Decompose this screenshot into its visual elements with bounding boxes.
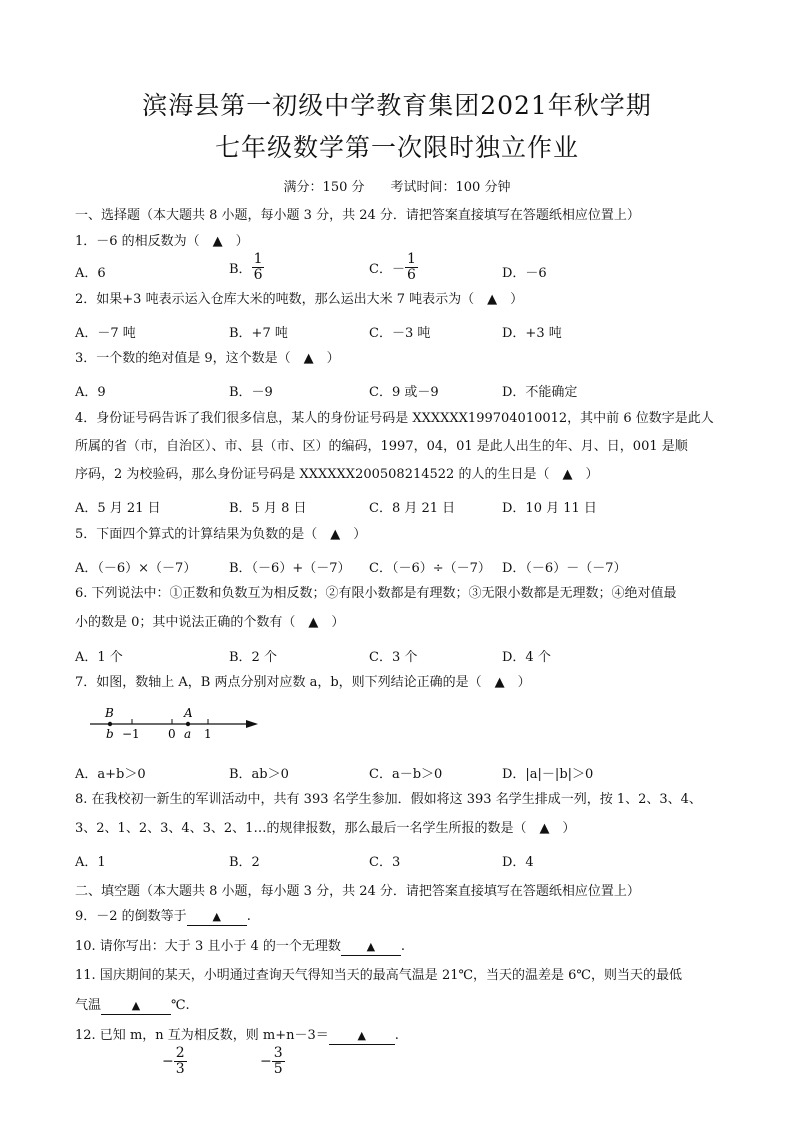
q7-option-b: B．ab＞0: [229, 767, 289, 782]
q1-c-denominator: 6: [406, 267, 416, 283]
document-title: 滨海县第一初级中学教育集团2021年秋学期: [142, 91, 652, 120]
bottom-fraction-1-body: [174, 1046, 187, 1077]
section-heading-choice: 一、选择题（本大题共 8 小题，每小题 3 分，共 24 分．请把答案直接填写在答题纸相应位置上）: [75, 208, 640, 223]
question-8-line-1: 8. 在我校初一新生的军训活动中，共有 393 名学生参加．假如将这 393 名学生排成一列，按 1、2、3、4、: [75, 792, 702, 807]
bottom-fraction-1: [162, 1046, 187, 1077]
q1-option-b-label: B．: [229, 262, 252, 277]
q6-option-b: B．2 个: [229, 650, 277, 665]
q6-option-d: D．4 个: [502, 650, 551, 665]
question-1-stem: 1．－6 的相反数为（ ▲ ）: [75, 234, 249, 249]
bottom-fraction-2: [260, 1046, 285, 1077]
bottom-f1-denominator: 3: [175, 1061, 185, 1077]
question-12: [75, 1028, 399, 1045]
question-6-line-1: 6. 下列说法中：①正数和负数互为相反数；②有限小数都是有理数；③无限小数都是无理数；④绝对值最: [75, 586, 677, 601]
q2-option-c: C．－3 吨: [369, 326, 431, 341]
number-line-arrow: [246, 720, 258, 728]
q11-blank-marker: ▲: [131, 999, 141, 1012]
point-a: [186, 722, 190, 726]
question-11-line-2: [75, 998, 190, 1015]
label-b: b: [106, 727, 114, 741]
q10-answer-blank[interactable]: [341, 939, 401, 956]
question-4-line-3: 序码，2 为校验码，那么身份证号码是 XXXXXX200508214522 的人的生日是（ ▲ ）: [75, 467, 599, 482]
question-8-line-2: 3、2、1、2、3、4、3、2、1…的规律报数，那么最后一名学生所报的数是（ ▲ ）: [75, 821, 576, 836]
q12-end: .: [394, 1028, 399, 1043]
q6-option-a: A．1 个: [75, 650, 123, 665]
q4-option-d: D．10 月 11 日: [502, 501, 597, 516]
document-subtitle: 七年级数学第一次限时独立作业: [214, 133, 579, 162]
question-7-stem: 7．如图，数轴上 A，B 两点分别对应数 a，b，则下列结论正确的是（ ▲ ）: [75, 675, 531, 690]
q7-option-d: D．|a|－|b|＞0: [502, 767, 594, 782]
q11-end: ℃.: [171, 998, 190, 1013]
question-9: [75, 909, 251, 926]
question-4-line-1: 4．身份证号码告诉了我们很多信息，某人的身份证号码是 XXXXXX199704010012，其中前 6 位数字是此人: [75, 411, 714, 426]
question-11-line-1: 11. 国庆期间的某天，小明通过查询天气得知当天的最高气温是 21℃，当天的温差是 6℃，则当天的最低: [75, 968, 682, 983]
question-3-stem: 3．一个数的绝对值是 9，这个数是（ ▲ ）: [75, 351, 340, 366]
q1-option-b-fraction: [252, 252, 265, 283]
q5-option-d: D．（－6）－（－7）: [502, 561, 627, 576]
q12-answer-blank[interactable]: [329, 1028, 395, 1045]
label-minus-one: −1: [122, 727, 140, 741]
q2-option-b: B．+7 吨: [229, 326, 288, 341]
q10-blank-marker: ▲: [366, 940, 376, 953]
q1-b-denominator: 6: [253, 267, 263, 283]
q2-option-d: D．+3 吨: [502, 326, 562, 341]
q8-option-a: A．1: [75, 855, 106, 870]
q8-option-d: D．4: [502, 855, 534, 870]
q11-text: 气温: [75, 998, 102, 1013]
question-5-stem: 5．下面四个算式的计算结果为负数的是（ ▲ ）: [75, 527, 367, 542]
q10-text: 10. 请你写出：大于 3 且小于 4 的一个无理数: [75, 939, 341, 954]
q3-option-c: C．9 或－9: [369, 385, 439, 400]
bottom-f1-numerator: 2: [175, 1045, 185, 1061]
bottom-fraction-2-body: [272, 1046, 285, 1077]
q5-option-b: B．（－6）+（－7）: [229, 561, 351, 576]
label-point-b: B: [105, 706, 114, 720]
q3-option-d: D．不能确定: [502, 385, 578, 400]
q2-option-a: A．－7 吨: [75, 326, 136, 341]
section-heading-fill: 二、填空题（本大题共 8 小题，每小题 3 分，共 24 分．请把答案直接填写在答题纸相应位置上）: [75, 884, 640, 899]
bottom-f2-numerator: 3: [273, 1045, 283, 1061]
q3-option-a: A．9: [75, 385, 106, 400]
q1-c-numerator: 1: [406, 251, 416, 267]
q1-option-a: A．6: [75, 266, 106, 281]
q4-option-a: A．5 月 21 日: [75, 501, 161, 516]
q1-option-c-label: C．－: [369, 262, 405, 277]
label-one: 1: [204, 727, 212, 741]
point-b: [108, 722, 112, 726]
label-a: a: [184, 727, 192, 741]
q1-b-numerator: 1: [253, 251, 263, 267]
question-2-stem: 2．如果+3 吨表示运入仓库大米的吨数，那么运出大米 7 吨表示为（ ▲ ）: [75, 292, 524, 307]
q7-option-a: A．a+b＞0: [75, 767, 146, 782]
q10-end: .: [400, 939, 406, 954]
question-10: [75, 939, 405, 956]
bottom-fraction-2-sign: −: [260, 1053, 272, 1070]
q1-option-c-fraction: [405, 252, 418, 283]
bottom-fraction-1-sign: −: [162, 1053, 174, 1070]
q6-option-c: C．3 个: [369, 650, 418, 665]
q1-option-b: [229, 252, 264, 283]
q5-option-a: A．（－6）×（－7）: [75, 561, 197, 576]
q12-text: 12. 已知 m，n 互为相反数，则 m+n－3＝: [75, 1028, 329, 1043]
q7-option-c: C．a－b＞0: [369, 767, 443, 782]
q9-blank-marker: ▲: [212, 910, 221, 923]
question-6-line-2: 小的数是 0；其中说法正确的个数有（ ▲ ）: [75, 615, 345, 630]
q3-option-b: B．－9: [229, 385, 273, 400]
q9-answer-blank[interactable]: [187, 909, 247, 926]
q8-option-b: B．2: [229, 855, 260, 870]
q1-option-d: D．－6: [502, 266, 547, 281]
q5-option-c: C．（－6）÷（－7）: [369, 561, 491, 576]
q12-blank-marker: ▲: [357, 1029, 367, 1042]
question-4-line-2: 所属的省（市，自治区）、市、县（市、区）的编码，1997，04，01 是此人出生的年、月、日，001 是顺: [75, 439, 688, 454]
q1-option-c: [369, 252, 418, 283]
q9-text: 9．－2 的倒数等于: [75, 909, 187, 924]
number-line-figure: [80, 704, 270, 744]
label-point-a: A: [184, 706, 193, 720]
q9-end: .: [246, 909, 251, 924]
q4-option-c: C．8 月 21 日: [369, 501, 456, 516]
label-zero: 0: [168, 727, 176, 741]
q8-option-c: C．3: [369, 855, 401, 870]
q11-answer-blank[interactable]: [101, 998, 171, 1015]
exam-info: 满分：150 分 考试时间：100 分钟: [283, 180, 511, 195]
q4-option-b: B．5 月 8 日: [229, 501, 307, 516]
bottom-f2-denominator: 5: [273, 1061, 283, 1077]
